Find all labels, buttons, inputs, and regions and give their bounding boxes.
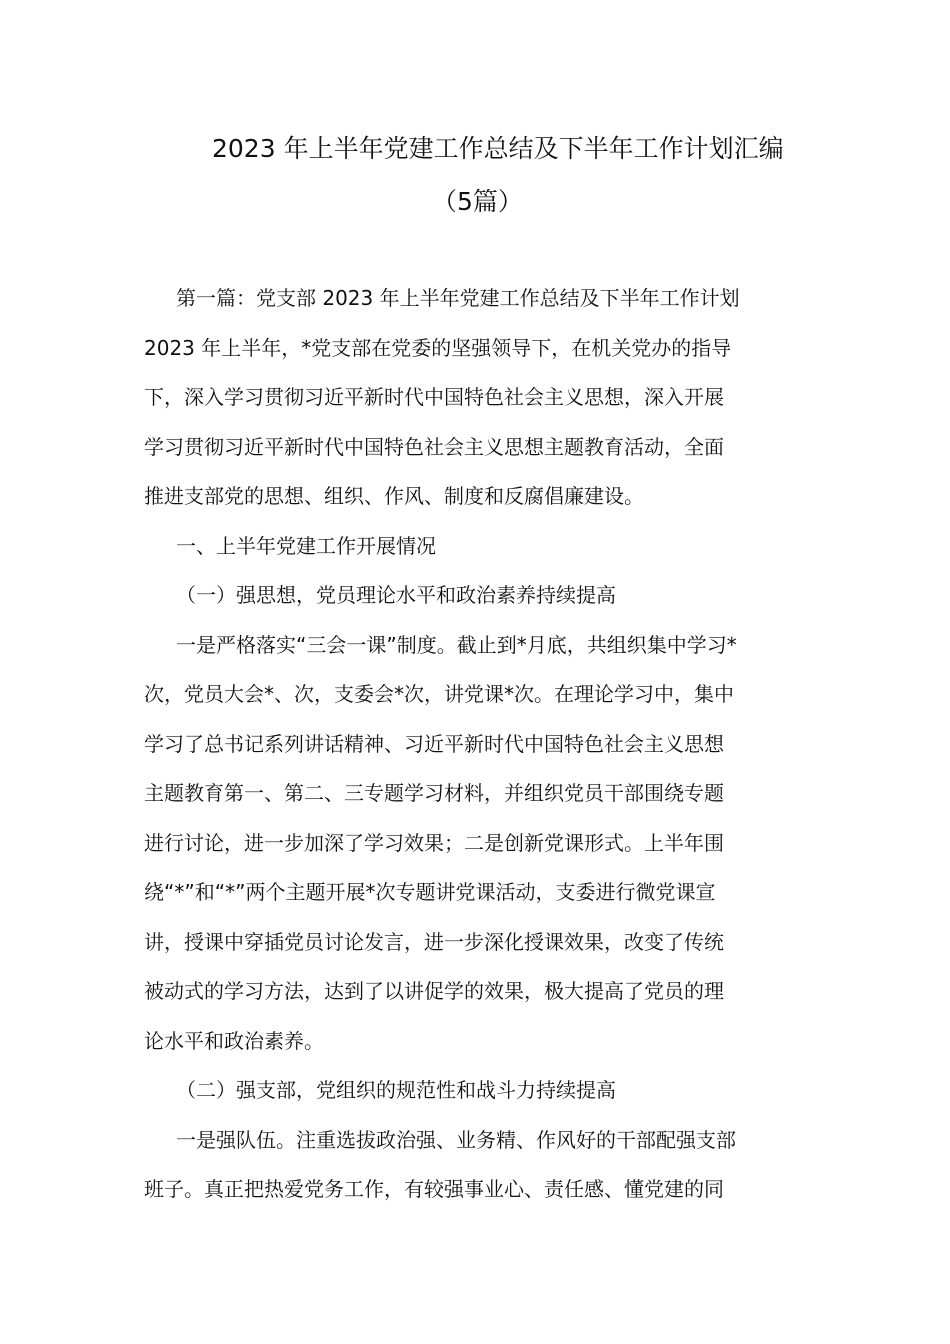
paragraph-line: 下，深入学习贯彻习近平新时代中国特色社会主义思想，深入开展: [144, 385, 724, 409]
paragraph-line: 一是强队伍。注重选拔政治强、业务精、作风好的干部配强支部: [176, 1127, 736, 1152]
paragraph-line: 学习贯彻习近平新时代中国特色社会主义思想主题教育活动，全面: [144, 434, 724, 459]
document-body: [144, 274, 808, 1215]
paragraph-line: 论水平和政治素养。: [144, 1028, 324, 1053]
paragraph-line: 绕“*”和“*”两个主题开展*次专题讲党课活动，支委进行微党课宣: [144, 880, 716, 904]
document-title: 2023 年上半年党建工作总结及下半年工作计划汇编: [212, 134, 784, 163]
paragraph-line: 进行讨论，进一步加深了学习效果；二是创新党课形式。上半年围: [144, 830, 724, 855]
paragraph-line: 主题教育第一、第二、三专题学习材料，并组织党员干部围绕专题: [144, 781, 724, 805]
paragraph-line: 次，党员大会*、次，支委会*次，讲党课*次。在理论学习中，集中: [144, 682, 734, 706]
section-heading-first-article: 第一篇：党支部 2023 年上半年党建工作总结及下半年工作计划: [176, 286, 740, 310]
paragraph-line: 被动式的学习方法，达到了以讲促学的效果，极大提高了党员的理: [144, 979, 724, 1003]
section-heading-1: 一、上半年党建工作开展情况: [176, 533, 436, 558]
subsection-heading-2: （二）强支部，党组织的规范性和战斗力持续提高: [176, 1078, 616, 1102]
paragraph-line: 一是严格落实“三会一课”制度。截止到*月底，共组织集中学习*: [176, 632, 737, 657]
subsection-heading-1: （一）强思想，党员理论水平和政治素养持续提高: [176, 583, 616, 607]
paragraph-line: 学习了总书记系列讲话精神、习近平新时代中国特色社会主义思想: [144, 731, 724, 756]
paragraph-line: 班子。真正把热爱党务工作，有较强事业心、责任感、懂党建的同: [144, 1177, 724, 1201]
paragraph-line: 讲，授课中穿插党员讨论发言，进一步深化授课效果，改变了传统: [144, 929, 724, 954]
paragraph-line: 推进支部党的思想、组织、作风、制度和反腐倡廉建设。: [144, 484, 644, 508]
document-subtitle: （5篇）: [432, 187, 523, 216]
paragraph-line: 2023 年上半年，*党支部在党委的坚强领导下，在机关党办的指导: [144, 335, 732, 360]
